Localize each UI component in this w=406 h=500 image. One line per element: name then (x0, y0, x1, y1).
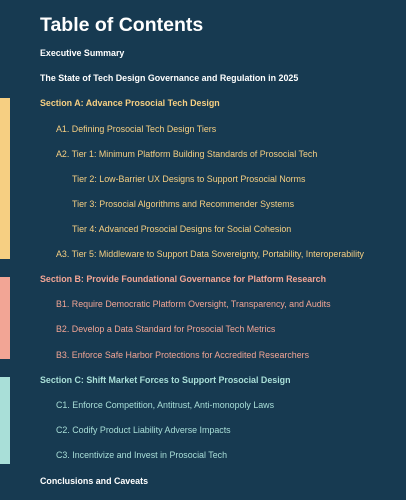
toc-entry-b2[interactable]: B2. Develop a Data Standard for Prosocial Tech Metrics (56, 324, 276, 334)
section-a-marker (0, 98, 10, 259)
toc-entry-executive-summary[interactable]: Executive Summary (40, 48, 125, 58)
toc-entry-conclusions[interactable]: Conclusions and Caveats (40, 476, 149, 486)
toc-entry-section-c[interactable]: Section C: Shift Market Forces to Support Prosocial Design (40, 375, 291, 385)
toc-entry-section-b[interactable]: Section B: Provide Foundational Governance for Platform Research (40, 274, 327, 284)
toc-entry-tier-2[interactable]: Tier 2: Low-Barrier UX Designs to Support Prosocial Norms (72, 174, 306, 184)
toc-entry-b3[interactable]: B3. Enforce Safe Harbor Protections for Accredited Researchers (56, 350, 310, 360)
toc-entry-c3[interactable]: C3. Incentivize and Invest in Prosocial Tech (56, 450, 228, 460)
section-b-marker (0, 277, 10, 359)
toc-entry-a1[interactable]: A1. Defining Prosocial Tech Design Tiers (56, 124, 217, 134)
toc-entry-section-a[interactable]: Section A: Advance Prosocial Tech Design (40, 98, 220, 108)
page-title: Table of Contents (40, 14, 204, 36)
toc-entry-a3[interactable]: A3. Tier 5: Middleware to Support Data Sovereignty, Portability, Interoperability (56, 249, 364, 259)
toc-entry-c1[interactable]: C1. Enforce Competition, Antitrust, Anti-monopoly Laws (56, 400, 275, 410)
toc-entry-c2[interactable]: C2. Codify Product Liability Adverse Impacts (56, 425, 231, 435)
toc-entry-b1[interactable]: B1. Require Democratic Platform Oversight, Transparency, and Audits (56, 299, 331, 309)
toc-entry-state-of-tech-design[interactable]: The State of Tech Design Governance and Regulation in 2025 (40, 73, 299, 83)
toc-entry-tier-3[interactable]: Tier 3: Prosocial Algorithms and Recommender Systems (72, 199, 295, 209)
toc-entry-tier-4[interactable]: Tier 4: Advanced Prosocial Designs for Social Cohesion (72, 224, 292, 234)
section-c-marker (0, 377, 10, 464)
toc-entry-a2[interactable]: A2. Tier 1: Minimum Platform Building Standards of Prosocial Tech (56, 149, 318, 159)
